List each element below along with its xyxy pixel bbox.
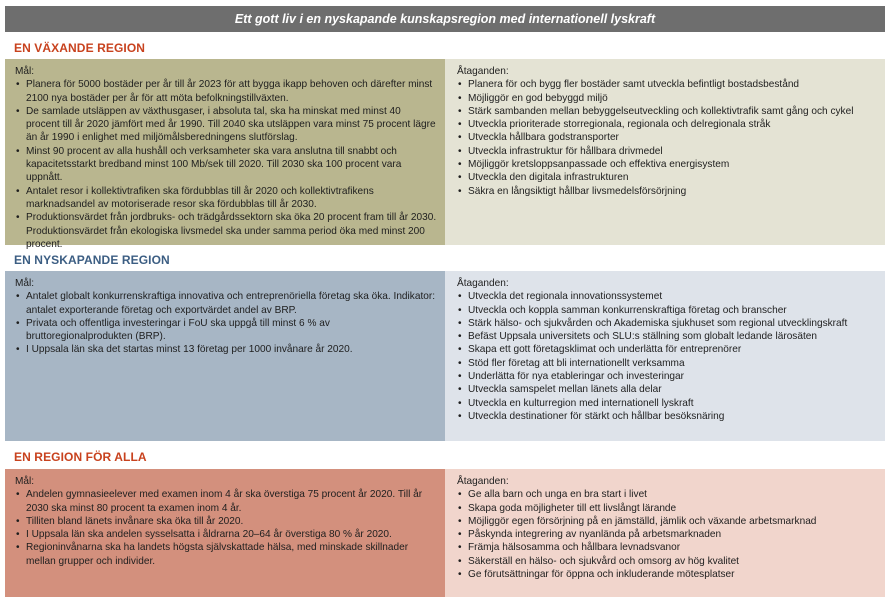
- list-item: • Stöd fler företag att bli internationellt verksamma: [457, 357, 877, 370]
- list-item: • Regioninvånarna ska ha landets högsta självskattade hälsa, med minskade skillnader mellan grupper och individer.: [15, 541, 437, 568]
- ataganden-panel: [445, 271, 885, 441]
- list-item: • Utveckla det regionala innovationssystemet: [457, 290, 877, 303]
- list-item: • Utveckla en kulturregion med internationell lyskraft: [457, 397, 877, 410]
- mal-panel: [5, 469, 445, 597]
- list-item: • Möjliggör egen försörjning på en jämställd, jämlik och växande arbetsmarknad: [457, 515, 877, 528]
- ataganden-list: [457, 290, 877, 423]
- list-item: • Utveckla infrastruktur för hållbara drivmedel: [457, 145, 877, 158]
- list-item: • Befäst Uppsala universitets och SLU:s ställning som globalt ledande lärosäten: [457, 330, 877, 343]
- list-item: • Planera för och bygg fler bostäder samt utveckla befintligt bostadsbestånd: [457, 78, 877, 91]
- mal-list: [15, 78, 437, 251]
- list-item: • Stärk hälso- och sjukvården och Akademiska sjukhuset som regional utvecklingskraft: [457, 317, 877, 330]
- list-item: • Möjliggör kretsloppsanpassade och effektiva energisystem: [457, 158, 877, 171]
- list-item: • Minst 90 procent av alla hushåll och verksamheter ska vara anslutna till snabbt och kapacitetsstarkt bredband minst 100 Mb/sek till 2020. Till 2030 ska 100 procent vara uppnått.: [15, 145, 437, 185]
- mal-panel: [5, 271, 445, 441]
- list-item: • Utveckla prioriterade storregionala, regionala och delregionala stråk: [457, 118, 877, 131]
- section-alla: [5, 469, 885, 597]
- mal-list: [15, 290, 437, 356]
- list-item: • Tilliten bland länets invånare ska öka till år 2020.: [15, 515, 437, 528]
- ataganden-list: [457, 78, 877, 198]
- list-item: • Ge alla barn och unga en bra start i livet: [457, 488, 877, 501]
- list-item: • De samlade utsläppen av växthusgaser, i absoluta tal, ska ha minskat med minst 40 procent till år 2020 jämfört med år 1990. Till 2040 ska utsläppen vara minst 75 procent lägre än år 1990 i enlighet med miljömålsberedningens slutförslag.: [15, 105, 437, 145]
- list-item: • Antalet resor i kollektivtrafiken ska fördubblas till år 2020 och kollektivtrafikens marknadsandel av motoriserade resor ska fördubblas till år 2030.: [15, 185, 437, 212]
- list-item: • Skapa goda möjligheter till ett livslångt lärande: [457, 502, 877, 515]
- section-title-vaxande: EN VÄXANDE REGION: [14, 41, 146, 55]
- list-item: • Ge förutsättningar för öppna och inkluderande mötesplatser: [457, 568, 877, 581]
- mal-list: [15, 488, 437, 568]
- list-item: • Underlätta för nya etableringar och investeringar: [457, 370, 877, 383]
- list-item: • Utveckla och koppla samman konkurrenskraftiga företag och branscher: [457, 304, 877, 317]
- list-item: • Säkra en långsiktigt hållbar livsmedelsförsörjning: [457, 185, 877, 198]
- mal-heading: Mål:: [15, 66, 35, 77]
- list-item: • Utveckla hållbara godstransporter: [457, 131, 877, 144]
- mal-panel: [5, 59, 445, 250]
- ataganden-heading: Åtaganden:: [457, 476, 509, 487]
- list-item: • Antalet globalt konkurrenskraftiga innovativa och entreprenöriella företag ska öka. Indikator: antalet exporterande företag och exportvärdet andel av BRP.: [15, 290, 437, 317]
- section-title-nyskapande: EN NYSKAPANDE REGION: [14, 253, 170, 267]
- ataganden-heading: Åtaganden:: [457, 66, 509, 77]
- mal-heading: Mål:: [15, 278, 35, 289]
- list-item: • Andelen gymnasieelever med examen inom 4 år ska överstiga 75 procent år 2020. Till år 2030 ska minst 80 procent ta examen inom 4 år.: [15, 488, 437, 515]
- ataganden-list: [457, 488, 877, 581]
- list-item: • Privata och offentliga investeringar i FoU ska uppgå till minst 6 % av bruttoregionalprodukten (BRP).: [15, 317, 437, 344]
- list-item: • Utveckla den digitala infrastrukturen: [457, 171, 877, 184]
- list-item: • I Uppsala län ska det startas minst 13 företag per 1000 invånare år 2020.: [15, 343, 437, 356]
- list-item: • Stärk sambanden mellan bebyggelseutveckling och kollektivtrafik samt gång och cykel: [457, 105, 877, 118]
- list-item: • Säkerställ en hälso- och sjukvård och omsorg av hög kvalitet: [457, 555, 877, 568]
- document-banner: Ett gott liv i en nyskapande kunskapsregion med internationell lyskraft: [5, 6, 885, 32]
- ataganden-panel: [445, 469, 885, 597]
- list-item: • Främja hälsosamma och hållbara levnadsvanor: [457, 541, 877, 554]
- ataganden-heading: Åtaganden:: [457, 278, 509, 289]
- section-vaxande: [5, 59, 885, 250]
- list-item: • Utveckla destinationer för stärkt och hållbar besöksnäring: [457, 410, 877, 423]
- section-title-alla: EN REGION FÖR ALLA: [14, 450, 147, 464]
- section-nyskapande: [5, 271, 885, 441]
- list-item: • Påskynda integrering av nyanlända på arbetsmarknaden: [457, 528, 877, 541]
- ataganden-panel: [445, 59, 885, 245]
- list-item: • Produktionsvärdet från jordbruks- och trädgårdssektorn ska öka 20 procent fram till år 2030. Produktionsvärdet från ekologiska livsmedel ska under samma period öka med minst 200 procent.: [15, 211, 437, 251]
- list-item: • Skapa ett gott företagsklimat och underlätta för entreprenörer: [457, 343, 877, 356]
- list-item: • Utveckla samspelet mellan länets alla delar: [457, 383, 877, 396]
- list-item: • I Uppsala län ska andelen sysselsatta i åldrarna 20–64 år överstiga 80 % år 2020.: [15, 528, 437, 541]
- mal-heading: Mål:: [15, 476, 35, 487]
- list-item: • Möjliggör en god bebyggd miljö: [457, 92, 877, 105]
- list-item: • Planera för 5000 bostäder per år till år 2023 för att bygga ikapp behoven och därefter minst 2100 nya bostäder per år för att möta befolkningstillväxten.: [15, 78, 437, 105]
